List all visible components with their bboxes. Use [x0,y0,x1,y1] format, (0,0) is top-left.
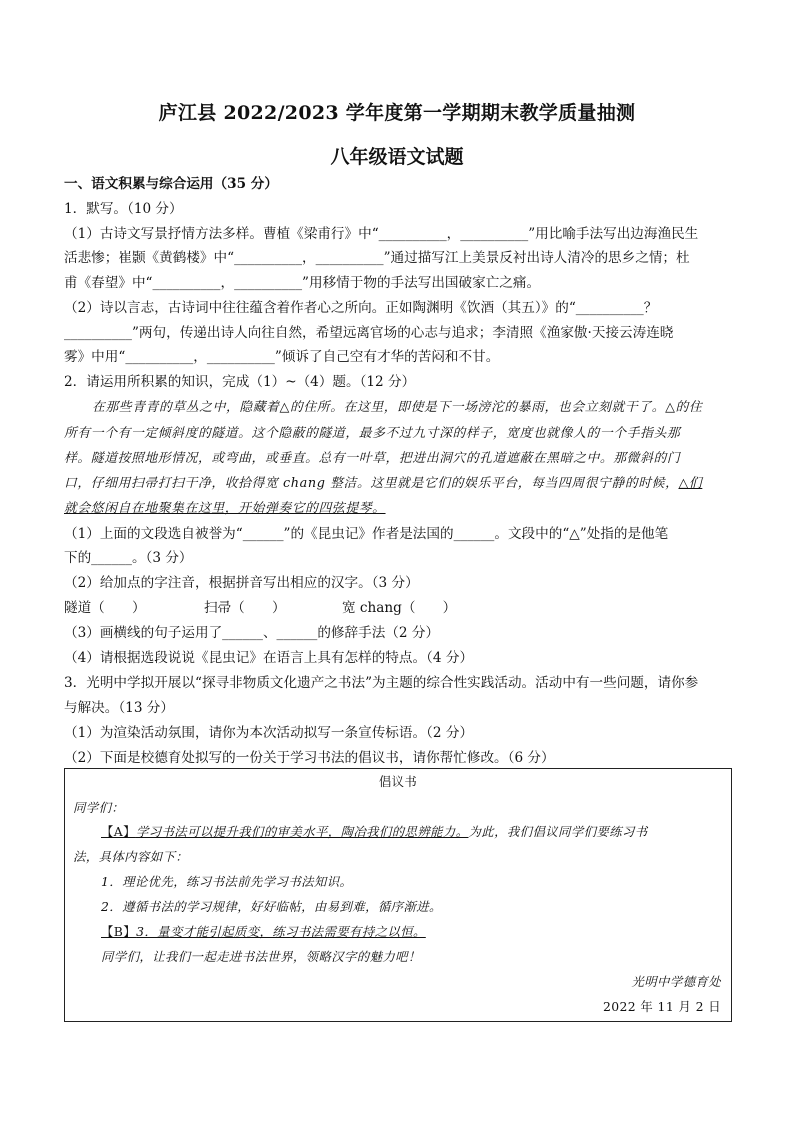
pinyin-item: 隧道（ ） [64,600,146,616]
pinyin-item: 宽 chang（ ） [342,600,457,616]
proposal-item: 2．遵循书法的学习规律，好好临帖，由易到难，循序渐进。 [101,899,442,914]
proposal-greeting: 同学们： [73,800,125,815]
proposal-closing: 同学们，让我们一起走进书法世界，领略汉字的魅力吧！ [101,949,421,964]
subquestion: （1）上面的文段选自被誉为“______”的《昆虫记》作者是法国的______。文段中的“△”处指的是他笔 [64,526,669,542]
section-heading: 一、语文积累与综合运用（35 分） [64,176,278,192]
underlined-sentence: 就会悠闲自在地聚集在这里，开始弹奏它的四弦提琴。 [64,501,386,516]
passage-line: 在那些青青的草丛之中，隐藏着△的住所。在这里，即使是下一场滂沱的暴雨，也会立刻就干了。△的住 [92,400,703,415]
question-1-heading: 1．默写。（10 分） [64,201,183,217]
question-1-line: 活悲惨；崔颢《黄鹤楼》中“__________，__________”通过描写江上美景反衬出诗人清冷的思乡之情；杜 [64,250,690,266]
passage-line: 所有一个有一定倾斜度的隧道。这个隐蔽的隧道，最多不过九寸深的样子，宽度也就像人的一个手指头那 [64,426,681,441]
sentence-a-rest: 为此，我们倡议同学们要练习书 [468,824,648,839]
sentence-a: 学习书法可以提升我们的审美水平，陶冶我们的思辨能力。 [135,824,469,839]
question-3-heading: 与解决。（13 分） [64,700,174,716]
proposal-box [64,768,732,1022]
subquestion: 下的______。（3 分） [64,550,193,566]
subquestion: （2）下面是校德育处拟写的一份关于学习书法的倡议书，请你帮忙修改。（6 分） [64,750,555,766]
subquestion: （3）画横线的句子运用了______、______的修辞手法（2 分） [64,625,440,641]
marker-b: 【B】 [101,924,137,939]
underlined-sentence: △们 [678,476,703,491]
proposal-signature: 光明中学德育处 [631,974,721,989]
question-1-line: （2）诗以言志，古诗词中往往蕴含着作者心之所向。正如陶渊明《饮酒（其五）》的“__________？ [64,300,658,316]
question-1-line: （1）古诗文写景抒情方法多样。曹植《梁甫行》中“__________，__________”用比喻手法写出边海渔民生 [64,226,699,242]
marker-a: 【A】 [101,824,136,839]
subquestion: （4）请根据选段说说《昆虫记》在语言上具有怎样的特点。（4 分） [64,650,474,666]
passage-text: 口，仔细用扫帚打扫干净，收拾得宽 chang 整洁。这里就是它们的娱乐平台，每当四周很宁静的时候， [64,476,679,491]
proposal-paragraph-b [101,923,426,941]
passage-line: 样。隧道按照地形情况，或弯曲，或垂直。总有一叶草，把进出洞穴的孔道遮蔽在黑暗之中。那微斜的门 [64,451,681,466]
exam-subtitle: 八年级语文试题 [330,146,464,168]
proposal-title: 倡议书 [378,774,418,789]
passage-line [64,474,734,494]
pinyin-item: 扫帚（ ） [204,600,286,616]
question-3-heading: 3．光明中学拟开展以“探寻非物质文化遗产之书法”为主题的综合性实践活动。活动中有一些问题，请你参 [64,675,699,691]
sentence-b: 3．量变才能引起质变，练习书法需要有持之以恒。 [136,924,426,939]
question-1-line: __________”两句，传递出诗人向往自然，希望远离官场的心志与追求；李清照《渔家傲·天接云涛连晓 [64,325,674,341]
question-2-heading: 2．请运用所积累的知识，完成（1）~（4）题。（12 分） [64,374,416,390]
proposal-item: 1．理论优先，练习书法前先学习书法知识。 [101,874,353,889]
question-1-line: 雾》中用“__________，__________”倾诉了自己空有才华的苦闷和不甘。 [64,349,500,365]
exam-title: 庐江县 2022/2023 学年度第一学期期末教学质量抽测 [158,102,636,124]
proposal-date: 2022 年 11 月 2 日 [602,999,721,1014]
subquestion: （1）为渲染活动氛围，请你为本次活动拟写一条宣传标语。（2 分） [64,725,474,741]
proposal-paragraph-a [101,823,648,841]
question-1-line: 甫《春望》中“__________，__________”用移情于物的手法写出国破家亡之痛。 [64,275,541,291]
proposal-text: 法，具体内容如下： [73,849,189,864]
subquestion: （2）给加点的字注音，根据拼音写出相应的汉字。（3 分） [64,575,419,591]
